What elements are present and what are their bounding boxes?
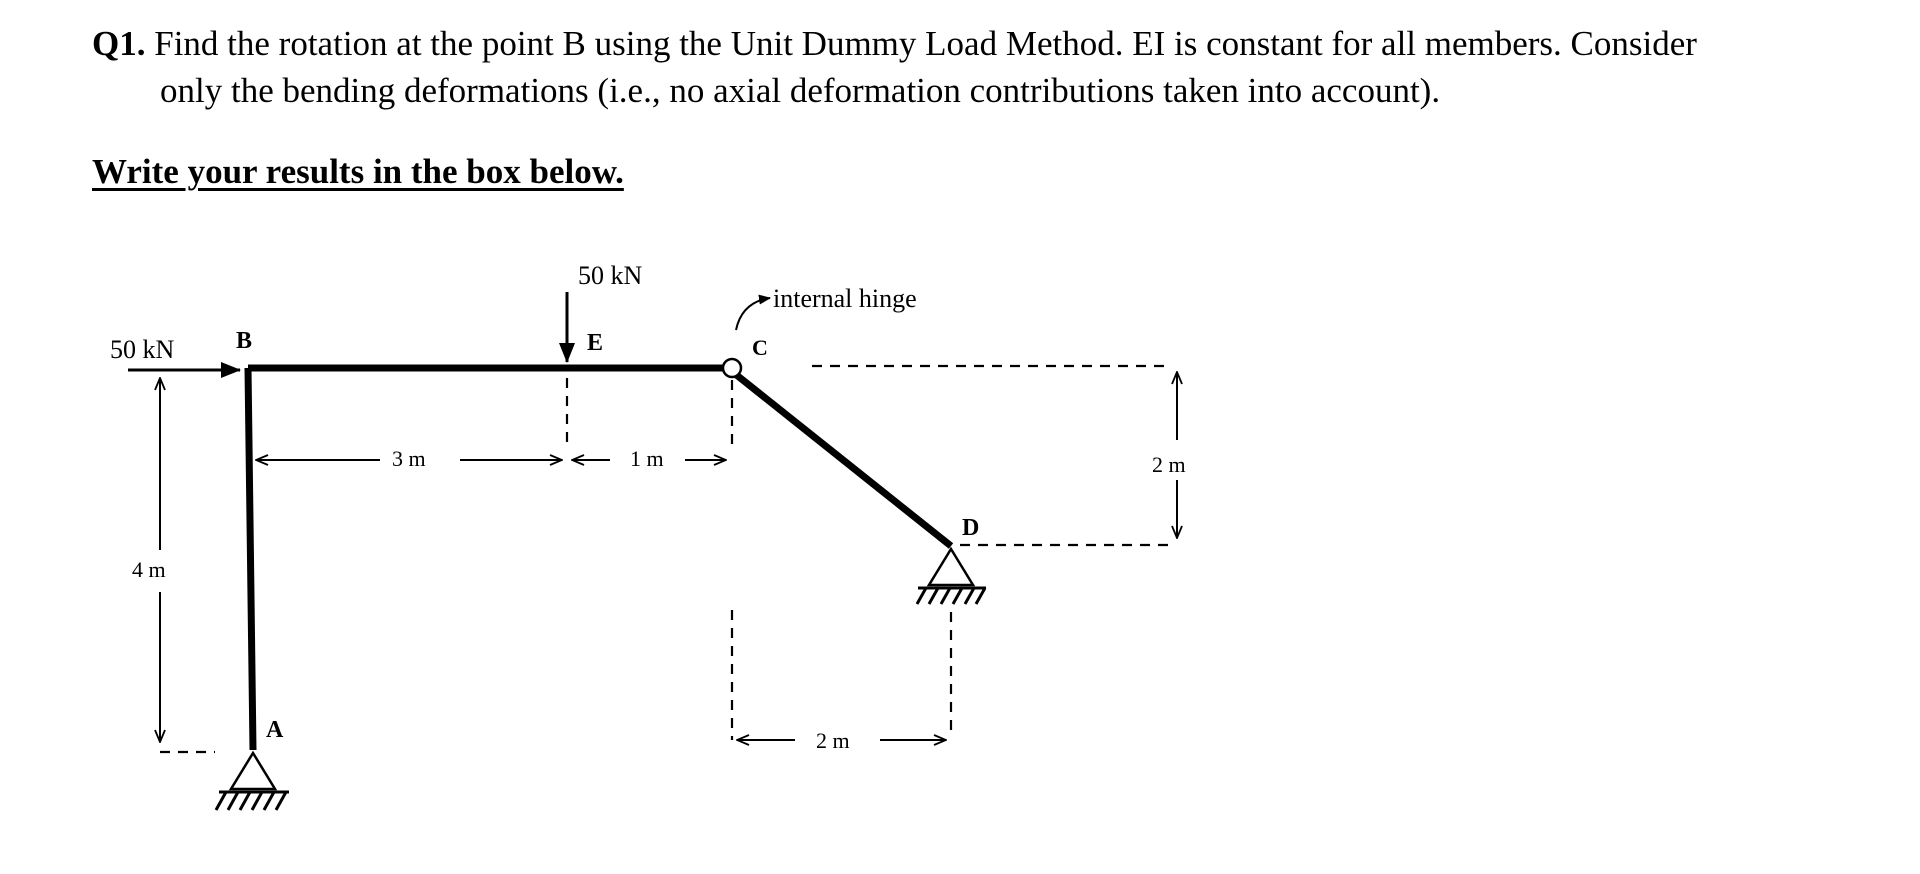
instruction-heading: Write your results in the box below. <box>92 152 624 191</box>
member-cd <box>734 373 951 546</box>
question-line-1: Find the rotation at the point B using the Unit Dummy Load Method. EI is constant for all members. Consider <box>154 24 1697 63</box>
horizontal-load-label: 50 kN <box>110 335 175 364</box>
vertical-load-label: 50 kN <box>578 261 643 290</box>
label-c: C <box>752 335 768 360</box>
dimension-2m-horizontal: 2 m <box>816 728 850 753</box>
label-b: B <box>236 328 253 354</box>
dimension-4m: 4 m <box>132 557 166 582</box>
column-ab <box>248 368 253 750</box>
dimension-2m-vertical: 2 m <box>1152 452 1186 477</box>
dimension-1m: 1 m <box>630 446 664 471</box>
pin-support-a <box>216 753 289 810</box>
label-a: A <box>266 717 284 743</box>
pin-support-d <box>917 549 986 604</box>
dimension-3m: 3 m <box>392 446 426 471</box>
question-number: Q1. <box>92 24 146 63</box>
internal-hinge-pointer <box>736 298 770 330</box>
label-d: D <box>962 515 980 541</box>
internal-hinge-c <box>723 359 741 377</box>
internal-hinge-label: internal hinge <box>773 284 917 313</box>
question-line-2: only the bending deformations (i.e., no axial deformation contributions taken into account). <box>160 71 1441 110</box>
label-e: E <box>587 330 604 356</box>
